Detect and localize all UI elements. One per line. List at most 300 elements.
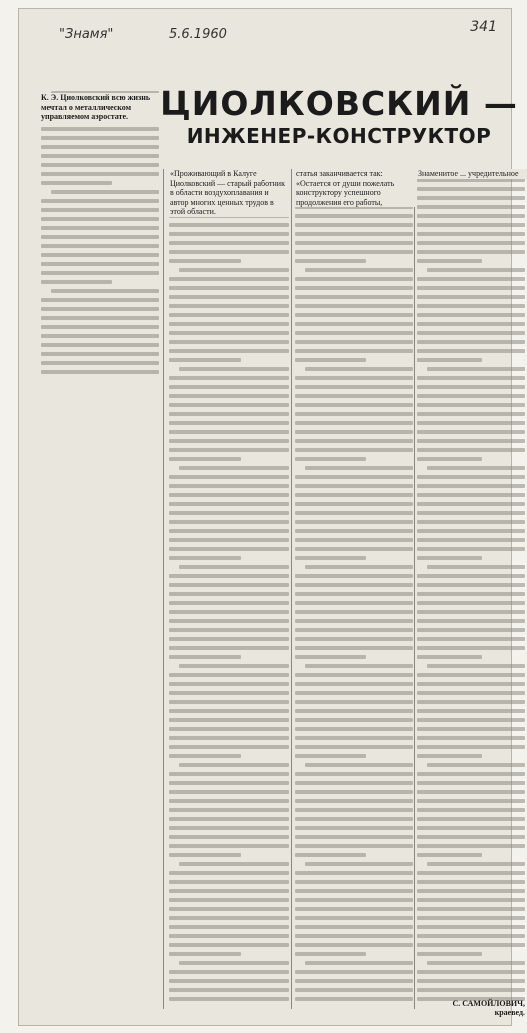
headline-block [159, 84, 519, 148]
text-line [417, 610, 525, 614]
text-line [169, 520, 289, 524]
text-line [305, 664, 413, 668]
text-line [295, 538, 413, 542]
text-line [295, 628, 413, 632]
text-line [295, 646, 413, 650]
text-line [295, 313, 413, 317]
text-line [169, 772, 289, 776]
text-line [295, 601, 413, 605]
column-divider [414, 169, 415, 1009]
text-line [305, 862, 413, 866]
text-line [169, 817, 289, 821]
text-line [417, 520, 525, 524]
text-line [417, 511, 525, 515]
text-line [169, 457, 241, 461]
text-line [295, 691, 413, 695]
column-divider [163, 169, 164, 1009]
text-line [169, 889, 289, 893]
text-line [417, 583, 525, 587]
text-line [169, 844, 289, 848]
text-line [169, 988, 289, 992]
text-line [41, 226, 159, 230]
text-line [169, 673, 289, 677]
text-line [295, 727, 413, 731]
text-line [417, 259, 482, 263]
text-line [295, 448, 413, 452]
text-line [179, 367, 289, 371]
column-4-text [417, 169, 525, 1009]
article-title: ЦИОЛКОВСКИЙ — [160, 84, 518, 123]
text-line [169, 439, 289, 443]
text-line [169, 952, 241, 956]
text-line [295, 259, 366, 263]
text-line [295, 979, 413, 983]
article-lead: К. Э. Циолковский всю жизнь мечтал о металлическом управляемом аэростате. [41, 93, 159, 122]
text-line [417, 790, 525, 794]
text-line [417, 277, 525, 281]
text-line [169, 646, 289, 650]
text-line [295, 970, 413, 974]
text-line [169, 754, 241, 758]
text-line [417, 601, 525, 605]
text-line [427, 268, 525, 272]
text-line [295, 916, 413, 920]
text-line [417, 205, 525, 209]
text-line [417, 574, 525, 578]
text-line [169, 655, 241, 659]
text-line [417, 727, 525, 731]
text-line [417, 529, 525, 533]
text-line [41, 145, 159, 149]
text-line [179, 268, 289, 272]
text-line [417, 421, 525, 425]
handwritten-number: 341 [470, 19, 497, 35]
text-line [169, 808, 289, 812]
text-line [295, 547, 413, 551]
text-line [169, 511, 289, 515]
text-line [417, 619, 525, 623]
text-line [295, 574, 413, 578]
text-line [169, 412, 289, 416]
text-line [417, 916, 525, 920]
text-line [295, 835, 413, 839]
text-line [417, 232, 525, 236]
text-line [169, 322, 289, 326]
text-line [169, 709, 289, 713]
text-line [41, 154, 159, 158]
text-line [417, 754, 482, 758]
text-line [295, 232, 413, 236]
text-line [417, 250, 525, 254]
text-line [179, 862, 289, 866]
text-line [169, 502, 289, 506]
text-line [169, 871, 289, 875]
text-line [295, 934, 413, 938]
text-line [417, 682, 525, 686]
text-line [169, 241, 289, 245]
text-line [417, 448, 525, 452]
text-line [295, 718, 413, 722]
text-line [169, 421, 289, 425]
text-line [417, 331, 525, 335]
article-subtitle: ИНЖЕНЕР-КОНСТРУКТОР [186, 123, 492, 148]
text-line [417, 772, 525, 776]
text-line [41, 235, 159, 239]
text-line [417, 925, 525, 929]
column-3-opening: статья заканчивается так: «Остается от души пожелать конструктору успешного продолжения его работы, [295, 169, 415, 207]
text-line [169, 484, 289, 488]
text-line [417, 853, 482, 857]
text-line [41, 370, 159, 374]
text-line [427, 961, 525, 965]
text-line [295, 583, 413, 587]
column-3 [295, 169, 413, 1009]
text-line [41, 298, 159, 302]
text-line [169, 907, 289, 911]
text-line [295, 610, 413, 614]
text-line [305, 466, 413, 470]
text-line [295, 754, 366, 758]
text-line [41, 199, 159, 203]
text-line [417, 898, 525, 902]
text-line [169, 691, 289, 695]
column-2-opening: «Проживающий в Калуге Циолковский — старый работник в области воздухоплавания и автор многих ценных трудов в этой области. [169, 169, 289, 217]
text-line [295, 826, 413, 830]
text-line [295, 403, 413, 407]
text-line [295, 349, 413, 353]
text-line [417, 475, 525, 479]
column-1 [41, 91, 159, 381]
text-line [417, 538, 525, 542]
text-line [179, 763, 289, 767]
text-line [417, 952, 482, 956]
text-line [417, 430, 525, 434]
text-line [169, 898, 289, 902]
text-line [295, 817, 413, 821]
text-line [417, 403, 525, 407]
text-line [169, 232, 289, 236]
text-line [295, 619, 413, 623]
text-line [295, 304, 413, 308]
text-line [417, 817, 525, 821]
text-line [417, 808, 525, 812]
text-line [295, 799, 413, 803]
text-line [169, 619, 289, 623]
text-line [417, 214, 525, 218]
text-line [169, 358, 241, 362]
text-line [417, 493, 525, 497]
text-line [295, 214, 413, 218]
text-line [417, 628, 525, 632]
text-line [41, 280, 112, 284]
text-line [295, 331, 413, 335]
text-line [41, 316, 159, 320]
text-line [417, 412, 525, 416]
text-line [169, 790, 289, 794]
text-line [417, 970, 525, 974]
author-signature [417, 999, 525, 1017]
text-line [417, 385, 525, 389]
text-line [427, 367, 525, 371]
text-line [295, 592, 413, 596]
text-line [295, 421, 413, 425]
text-line [295, 457, 366, 461]
text-line [41, 136, 159, 140]
text-line [417, 673, 525, 677]
text-line [417, 223, 525, 227]
text-line [295, 844, 413, 848]
text-line [169, 331, 289, 335]
text-line [417, 736, 525, 740]
text-line [169, 835, 289, 839]
text-line [169, 637, 289, 641]
column-2-text [169, 169, 289, 1009]
text-line [169, 745, 289, 749]
text-line [179, 565, 289, 569]
text-line [417, 646, 525, 650]
text-line [169, 781, 289, 785]
text-line [417, 691, 525, 695]
text-line [295, 997, 413, 1001]
text-line [41, 271, 159, 275]
text-line [169, 556, 241, 560]
text-line [417, 196, 525, 200]
text-line [51, 190, 159, 194]
text-line [295, 241, 413, 245]
text-line [41, 325, 159, 329]
text-line [41, 307, 159, 311]
text-line [295, 673, 413, 677]
text-line [169, 223, 289, 227]
text-line [51, 289, 159, 293]
text-line [295, 223, 413, 227]
text-line [41, 181, 112, 185]
text-line [417, 718, 525, 722]
text-line [417, 502, 525, 506]
text-line [169, 349, 289, 353]
text-line [295, 286, 413, 290]
text-line [295, 781, 413, 785]
text-line [295, 250, 413, 254]
text-line [295, 556, 366, 560]
text-line [295, 907, 413, 911]
text-line [417, 295, 525, 299]
text-line [295, 736, 413, 740]
text-line [41, 262, 159, 266]
text-line [179, 466, 289, 470]
text-line [295, 475, 413, 479]
text-line [417, 592, 525, 596]
text-line [169, 628, 289, 632]
text-line [417, 934, 525, 938]
text-line [295, 412, 413, 416]
text-line [169, 718, 289, 722]
text-line [295, 880, 413, 884]
text-line [417, 709, 525, 713]
text-line [169, 394, 289, 398]
text-line [169, 250, 289, 254]
text-line [169, 970, 289, 974]
text-line [41, 343, 159, 347]
text-line [169, 304, 289, 308]
text-line [295, 394, 413, 398]
text-line [417, 844, 525, 848]
text-line [295, 925, 413, 929]
text-line [417, 781, 525, 785]
text-line [295, 529, 413, 533]
text-line [169, 547, 289, 551]
text-line [169, 529, 289, 533]
text-line [295, 790, 413, 794]
text-line [295, 520, 413, 524]
author-role: краевед. [494, 1008, 525, 1017]
text-line [169, 916, 289, 920]
text-line [169, 583, 289, 587]
text-line [295, 358, 366, 362]
column-4 [417, 169, 525, 1009]
text-line [169, 601, 289, 605]
text-line [295, 709, 413, 713]
text-line [417, 439, 525, 443]
text-line [169, 538, 289, 542]
author-name: С. САМОЙЛОВИЧ, [452, 999, 525, 1008]
text-line [179, 961, 289, 965]
text-line [41, 352, 159, 356]
text-line [41, 208, 159, 212]
text-line [169, 385, 289, 389]
text-line [305, 565, 413, 569]
text-line [417, 340, 525, 344]
text-line [169, 340, 289, 344]
newspaper-clipping [18, 8, 525, 1026]
text-line [427, 862, 525, 866]
text-line [305, 961, 413, 965]
text-line [169, 934, 289, 938]
text-line [295, 493, 413, 497]
text-line [417, 880, 525, 884]
text-line [169, 853, 241, 857]
text-line [417, 376, 525, 380]
text-line [417, 286, 525, 290]
text-line [417, 547, 525, 551]
text-line [295, 484, 413, 488]
text-line [169, 880, 289, 884]
text-line [295, 502, 413, 506]
text-line [417, 178, 525, 182]
text-line [427, 466, 525, 470]
text-line [305, 268, 413, 272]
text-line [169, 700, 289, 704]
text-line [417, 655, 482, 659]
text-line [169, 727, 289, 731]
column-1-text [41, 91, 159, 381]
text-line [179, 664, 289, 668]
text-line [169, 574, 289, 578]
text-line [295, 808, 413, 812]
text-line [295, 772, 413, 776]
text-line [169, 475, 289, 479]
text-line [417, 313, 525, 317]
handwritten-newspaper-name: "Знамя" [59, 27, 114, 42]
text-line [295, 853, 366, 857]
column-3-text [295, 169, 413, 1009]
text-line [41, 253, 159, 257]
text-line [305, 763, 413, 767]
text-line [417, 907, 525, 911]
text-line [295, 340, 413, 344]
text-line [417, 799, 525, 803]
text-line [169, 313, 289, 317]
text-line [169, 403, 289, 407]
text-line [295, 988, 413, 992]
text-line [169, 493, 289, 497]
text-line [417, 637, 525, 641]
text-line [169, 610, 289, 614]
text-line [169, 997, 289, 1001]
column-divider [291, 169, 292, 1009]
text-line [417, 988, 525, 992]
text-line [295, 655, 366, 659]
text-line [417, 889, 525, 893]
text-line [417, 826, 525, 830]
text-line [295, 322, 413, 326]
column-4-opening: Знаменитое ... учредительное [417, 169, 527, 179]
text-line [169, 925, 289, 929]
text-line [417, 394, 525, 398]
text-line [295, 511, 413, 515]
text-line [427, 763, 525, 767]
text-line [295, 637, 413, 641]
text-line [169, 592, 289, 596]
text-line [41, 163, 159, 167]
text-line [417, 457, 482, 461]
text-line [427, 565, 525, 569]
text-line [169, 295, 289, 299]
text-line [417, 835, 525, 839]
text-line [295, 439, 413, 443]
text-line [169, 430, 289, 434]
text-line [295, 376, 413, 380]
text-line [41, 172, 159, 176]
text-line [417, 322, 525, 326]
text-line [41, 127, 159, 131]
text-line [169, 826, 289, 830]
text-line [295, 385, 413, 389]
text-line [169, 799, 289, 803]
text-line [169, 736, 289, 740]
text-line [169, 979, 289, 983]
text-line [169, 943, 289, 947]
text-line [41, 217, 159, 221]
text-line [417, 979, 525, 983]
text-line [295, 745, 413, 749]
text-line [295, 943, 413, 947]
text-line [295, 952, 366, 956]
text-line [169, 259, 241, 263]
text-line [417, 304, 525, 308]
text-line [169, 277, 289, 281]
text-line [169, 682, 289, 686]
text-line [41, 334, 159, 338]
column-2 [169, 169, 289, 1009]
text-line [169, 448, 289, 452]
text-line [169, 376, 289, 380]
text-line [295, 700, 413, 704]
text-line [417, 943, 525, 947]
text-line [417, 700, 525, 704]
text-line [417, 484, 525, 488]
text-line [417, 871, 525, 875]
